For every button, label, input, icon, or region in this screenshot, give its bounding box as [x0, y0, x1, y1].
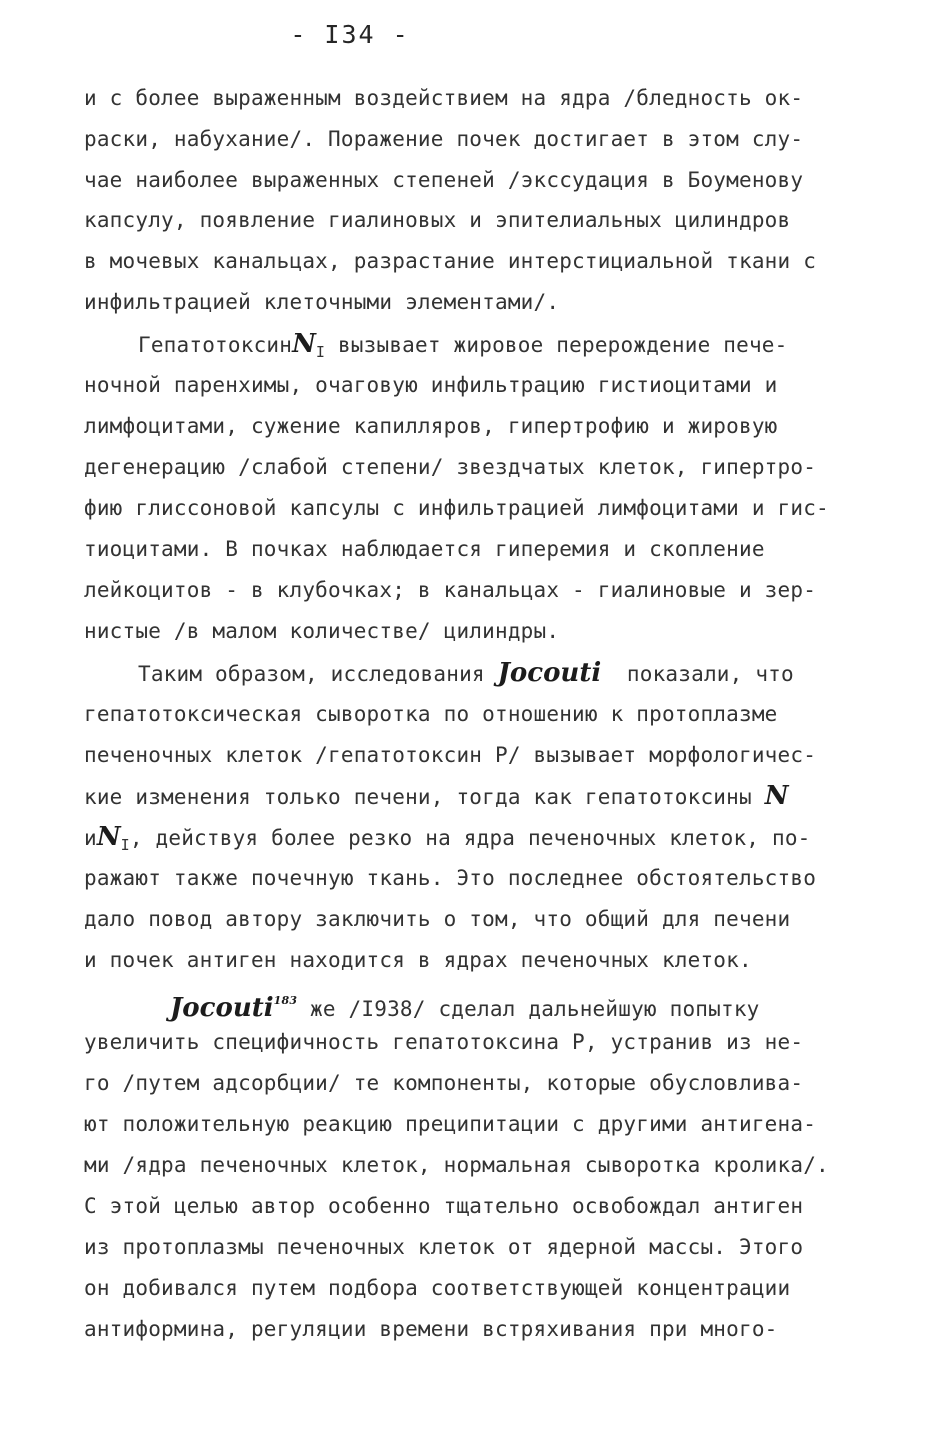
text-line: антиформина, регуляции времени встряхивания при много- — [84, 1317, 778, 1341]
text-line: увеличить специфичность гепатотоксина Р, устранив из не- — [84, 1030, 804, 1054]
text-run: и — [84, 826, 97, 850]
text-line: печеночных клеток /гепатотоксин Р/ вызывает морфологичес- — [84, 743, 817, 767]
text-line: С этой целью автор особенно тщательно освобождал антиген — [84, 1194, 804, 1218]
text-run: , действуя более резко на ядра печеночных клеток, по- — [129, 826, 811, 850]
subscript: I — [120, 836, 130, 854]
text-line: капсулу, появление гиалиновых и эпителиальных цилиндров — [84, 208, 791, 232]
text-line: ночной паренхимы, очаговую инфильтрацию гистиоцитами и — [84, 373, 778, 397]
text-line: ражают также почечную ткань. Это последнее обстоятельство — [84, 866, 817, 890]
text-run: же /I938/ сделал дальнейшую попытку — [297, 997, 760, 1021]
text-line — [138, 659, 794, 688]
text-line: ют положительную реакцию преципитации с другими антигена- — [84, 1112, 817, 1136]
reference-number: 183 — [273, 994, 298, 1007]
text-line: го /путем адсорбции/ те компоненты, которые обусловлива- — [84, 1071, 804, 1095]
text-line: гепатотоксическая сыворотка по отношению к протоплазме — [84, 702, 778, 726]
text-line: лейкоцитов - в клубочках; в канальцах - гиалиновые и зер- — [84, 578, 817, 602]
handwritten-symbol: N — [764, 781, 789, 811]
text-line: чае наиболее выраженных степеней /экссудация в Боуменову — [84, 168, 804, 192]
text-line: фию глиссоновой капсулы с инфильтрацией лимфоцитами и гис- — [84, 496, 829, 520]
handwritten-symbol: N — [292, 329, 316, 359]
text-run: кие изменения только печени, тогда как гепатотоксины — [84, 785, 765, 809]
text-line: лимфоцитами, сужение капилляров, гипертрофию и жировую — [84, 414, 778, 438]
text-line: из протоплазмы печеночных клеток от ядерной массы. Этого — [84, 1235, 804, 1259]
text-line: тиоцитами. В почках наблюдается гиперемия и скопление — [84, 537, 765, 561]
text-line: дегенерацию /слабой степени/ звездчатых клеток, гипертро- — [84, 455, 817, 479]
text-line — [170, 987, 760, 1023]
text-line — [84, 823, 811, 859]
text-run: Гепатотоксин — [138, 333, 293, 357]
text-line: дало повод автору заключить о том, что общий для печени — [84, 907, 791, 931]
text-run: Таким образом, исследования — [138, 662, 498, 686]
page-number: - I34 - — [290, 20, 410, 49]
handwritten-author-name: Jocouti — [170, 993, 274, 1023]
text-line: нистые /в малом количестве/ цилиндры. — [84, 619, 560, 643]
text-line: ми /ядра печеночных клеток, нормальная сыворотка кролика/. — [84, 1153, 829, 1177]
subscript: I — [315, 343, 326, 361]
text-run: показали, что — [601, 662, 794, 686]
text-line: он добивался путем подбора соответствующей концентрации — [84, 1276, 791, 1300]
text-line: инфильтрацией клеточными элементами/. — [84, 290, 560, 314]
text-line — [138, 330, 787, 366]
text-run: вызывает жировое перерождение пече- — [325, 333, 788, 357]
handwritten-symbol: N — [96, 822, 121, 852]
text-line: раски, набухание/. Поражение почек достигает в этом слу- — [84, 127, 804, 151]
text-line: и почек антиген находится в ядрах печеночных клеток. — [84, 948, 752, 972]
text-line: и с более выраженным воздействием на ядра /бледность ок- — [84, 86, 804, 110]
text-line — [84, 782, 788, 811]
text-line: в мочевых канальцах, разрастание интерстициальной ткани с — [84, 249, 817, 273]
handwritten-author-name: Jocouti — [497, 658, 602, 688]
